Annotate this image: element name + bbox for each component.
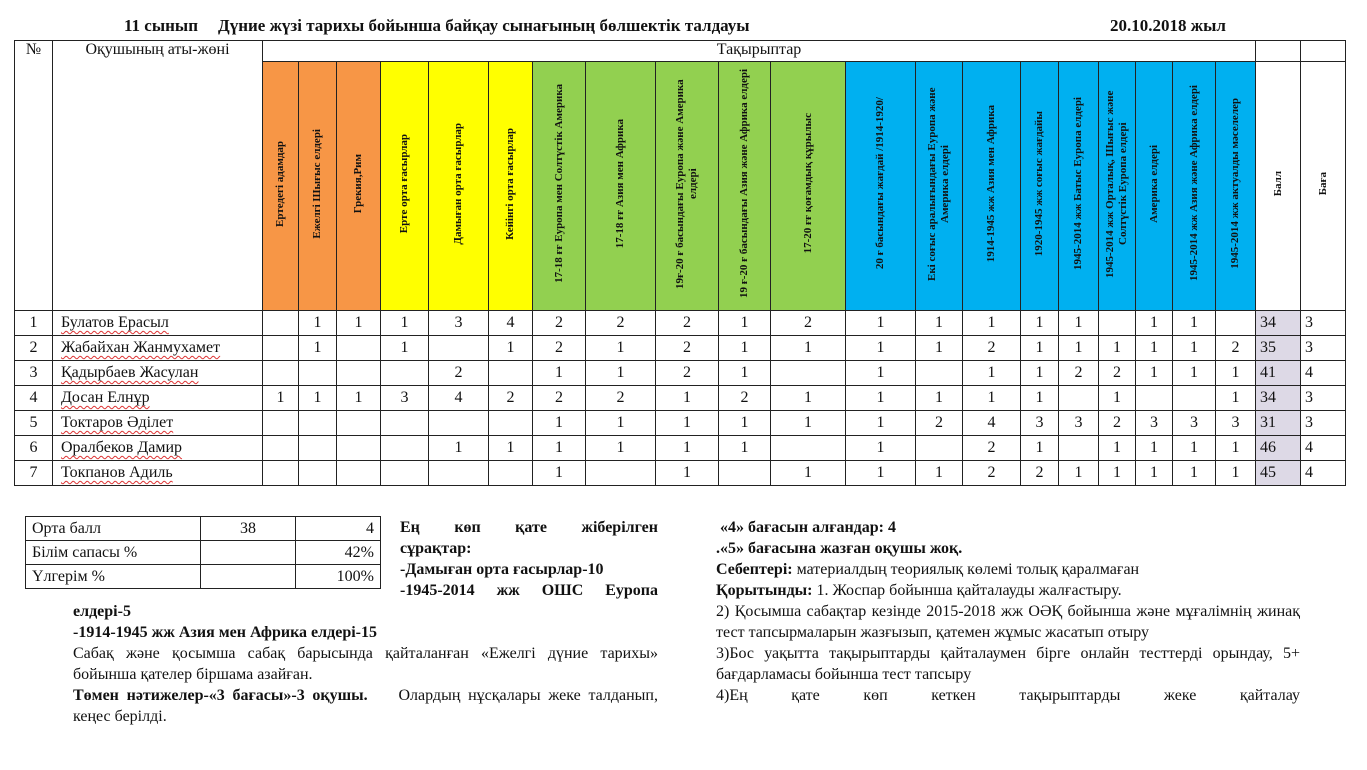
score-cell: 34 <box>1256 386 1301 411</box>
topic-cell <box>381 436 429 461</box>
topic-cell: 1 <box>1173 361 1216 386</box>
topic-cell: 1 <box>656 386 719 411</box>
topic-cell: 1 <box>1136 436 1173 461</box>
errors-heading-2: сұрақтар: <box>400 540 472 557</box>
topic-cell: 1 <box>719 311 771 336</box>
student-name: Досан Елнұр <box>53 386 263 411</box>
reasons-text: материалдың теориялық көлемі толық қаралмаған <box>792 561 1140 578</box>
topic-cell <box>1136 386 1173 411</box>
summary-value: 100% <box>296 565 381 589</box>
topic-cell: 1 <box>489 436 533 461</box>
topic-label: Екі соғыс аралығындағы Еуропа және Америка елдері <box>926 86 951 281</box>
topic-cell: 1 <box>656 411 719 436</box>
topic-cell: 3 <box>1136 411 1173 436</box>
topic-header <box>1136 62 1173 311</box>
summary-row <box>26 565 381 589</box>
topic-cell: 1 <box>1021 386 1059 411</box>
topic-cell: 1 <box>1021 336 1059 361</box>
topic-cell: 2 <box>533 386 586 411</box>
topic-cell: 2 <box>963 436 1021 461</box>
topic-header <box>1216 62 1256 311</box>
topic-cell: 2 <box>533 336 586 361</box>
topic-cell <box>263 461 299 486</box>
topic-header <box>846 62 916 311</box>
topic-cell: 1 <box>1173 436 1216 461</box>
topic-label: 1920-1945 жж соғыс жағдайы <box>1033 110 1045 257</box>
student-name: Токтаров Әділет <box>53 411 263 436</box>
topic-cell: 1 <box>1099 386 1136 411</box>
topic-label: 19ғ-20 ғ басындағы Еуропа және Америка елдері <box>674 78 699 289</box>
conclusion-item: 2) Қосымша сабақтар кезінде 2015-2018 жж ОӘҚ бойынша және мұғалімнің жинақ тест тапсырмаларын жазғызып, қатемен жұмыс жасатып отыру <box>716 603 1300 641</box>
topic-cell: 1 <box>1021 361 1059 386</box>
table-row <box>15 361 1346 386</box>
reasons-label: Себептері: <box>716 561 793 578</box>
topic-cell <box>337 411 381 436</box>
topic-cell: 1 <box>299 336 337 361</box>
topic-cell: 1 <box>846 336 916 361</box>
errors-block <box>400 517 658 601</box>
topic-cell: 1 <box>1216 386 1256 411</box>
topic-cell <box>489 361 533 386</box>
conclusion-item: 4)Ең қате көп кеткен тақырыптарды жеке қайталау <box>716 687 1300 704</box>
topic-cell <box>263 311 299 336</box>
topic-cell: 1 <box>337 311 381 336</box>
topic-cell: 1 <box>533 461 586 486</box>
topic-cell <box>337 361 381 386</box>
conclusion-label: Қорытынды: <box>716 582 813 599</box>
topic-label: 17-20 ғғ қоғамдық құрылыс <box>801 113 814 254</box>
topic-cell: 1 <box>656 461 719 486</box>
topic-cell: 1 <box>771 386 846 411</box>
left-text-block <box>73 601 662 727</box>
topic-cell <box>1216 311 1256 336</box>
reasons <box>716 559 1300 580</box>
table-row <box>15 411 1346 436</box>
paragraph: Сабақ және қосымша сабақ барысында қайталанған «Ежелгі дүние тарихы» бойынша қателер біршама азайған. <box>73 645 658 683</box>
score-cell: 34 <box>1256 311 1301 336</box>
grade-label: 11 сынып <box>124 16 198 35</box>
summary-row <box>26 541 381 565</box>
conclusion-text: 1. Жоспар бойынша қайталауды жалғастыру. <box>812 582 1122 599</box>
grade-cell: 3 <box>1301 386 1346 411</box>
topic-cell: 1 <box>1099 436 1136 461</box>
topic-cell: 1 <box>1136 311 1173 336</box>
student-name: Оралбеков Дамир <box>53 436 263 461</box>
topic-cell: 1 <box>963 311 1021 336</box>
topic-cell: 1 <box>916 461 963 486</box>
topic-label: 1945-2014 жж актуалды мәселелер <box>1229 98 1241 269</box>
topic-cell: 1 <box>1059 311 1099 336</box>
topic-cell <box>1059 436 1099 461</box>
topic-cell: 3 <box>1173 411 1216 436</box>
header-empty <box>1301 41 1346 62</box>
topic-cell: 1 <box>1059 461 1099 486</box>
topic-cell <box>719 461 771 486</box>
topic-cell: 1 <box>586 336 656 361</box>
grade-cell: 3 <box>1301 336 1346 361</box>
topic-cell <box>337 336 381 361</box>
topic-cell <box>337 461 381 486</box>
summary-table <box>25 516 381 589</box>
topic-cell: 2 <box>963 336 1021 361</box>
header-grade <box>1301 62 1346 311</box>
topic-cell: 1 <box>846 386 916 411</box>
topic-cell: 2 <box>489 386 533 411</box>
score-cell: 35 <box>1256 336 1301 361</box>
topic-cell: 3 <box>429 311 489 336</box>
header-name: Оқушының аты-жөні <box>53 41 263 311</box>
topic-cell: 1 <box>1216 461 1256 486</box>
topic-label: 17-18 ғғ Еуропа мен Солтүстік Америка <box>552 84 565 283</box>
topic-cell: 1 <box>846 411 916 436</box>
grade-cell: 4 <box>1301 361 1346 386</box>
topic-cell: 4 <box>963 411 1021 436</box>
topic-cell: 1 <box>263 386 299 411</box>
date-label: 20.10.2018 жыл <box>1110 16 1226 35</box>
topic-cell: 2 <box>656 336 719 361</box>
grade-cell: 4 <box>1301 436 1346 461</box>
topic-cell: 1 <box>1173 311 1216 336</box>
topic-cell: 1 <box>771 411 846 436</box>
summary-value <box>201 565 296 589</box>
table-row <box>15 386 1346 411</box>
table-row <box>15 461 1346 486</box>
student-name: Булатов Ерасыл <box>53 311 263 336</box>
topic-cell: 1 <box>771 461 846 486</box>
topic-cell: 1 <box>1021 311 1059 336</box>
topic-cell: 3 <box>1059 411 1099 436</box>
topic-cell: 1 <box>381 311 429 336</box>
grade-cell: 4 <box>1301 461 1346 486</box>
topic-cell: 3 <box>381 386 429 411</box>
topic-cell: 1 <box>1099 461 1136 486</box>
row-number: 3 <box>15 361 53 386</box>
topic-label: Ерте орта ғасырлар <box>398 133 410 234</box>
topic-cell: 1 <box>299 386 337 411</box>
error-item: -1945-2014 жж ОШС Еуропа <box>400 582 658 599</box>
topic-header <box>337 62 381 311</box>
topic-cell: 2 <box>771 311 846 336</box>
topic-cell: 1 <box>1136 361 1173 386</box>
row-number: 1 <box>15 311 53 336</box>
table-row <box>15 311 1346 336</box>
score-cell: 41 <box>1256 361 1301 386</box>
topic-label: 1914-1945 жж Азия мен Африка <box>985 104 997 263</box>
topic-cell: 2 <box>1021 461 1059 486</box>
topic-label: 1945-2014 жж Азия және Африка елдері <box>1187 85 1200 282</box>
topic-cell: 1 <box>586 411 656 436</box>
topic-cell: 1 <box>719 336 771 361</box>
topic-cell: 2 <box>916 411 963 436</box>
topic-label: 1945-2014 жж Орталық, Шығыс және Солтүстік Еуропа елдері <box>1104 89 1129 278</box>
header-no: № <box>15 41 53 311</box>
topic-cell: 1 <box>429 436 489 461</box>
topic-cell: 2 <box>719 386 771 411</box>
low-results-text: Олардың нұсқалары жеке талданып, кеңес берілді. <box>73 687 662 725</box>
topic-cell: 1 <box>1136 336 1173 361</box>
topic-cell <box>916 361 963 386</box>
grade5-note: .«5» бағасына жазған оқушы жоқ. <box>716 540 963 557</box>
topic-cell <box>381 411 429 436</box>
header-score <box>1256 62 1301 311</box>
summary-value <box>201 541 296 565</box>
row-number: 2 <box>15 336 53 361</box>
summary-label: Білім сапасы % <box>26 541 201 565</box>
topic-header <box>1099 62 1136 311</box>
topic-label: 19 ғ-20 ғ басындағы Азия және Африка елдері <box>738 68 750 299</box>
topic-cell <box>429 336 489 361</box>
topic-cell: 1 <box>1021 436 1059 461</box>
topic-cell: 1 <box>586 361 656 386</box>
score-cell: 45 <box>1256 461 1301 486</box>
topic-cell: 1 <box>916 336 963 361</box>
table-row <box>15 336 1346 361</box>
topic-header <box>771 62 846 311</box>
topic-header <box>1059 62 1099 311</box>
topic-cell: 1 <box>533 411 586 436</box>
score-cell: 46 <box>1256 436 1301 461</box>
topic-header <box>1173 62 1216 311</box>
topic-label: Дамыған орта ғасырлар <box>452 122 464 245</box>
topic-cell: 4 <box>429 386 489 411</box>
title-text: Дүние жүзі тарихы бойынша байқау сынағының бөлшектік талдауы <box>218 16 750 35</box>
topic-cell <box>771 361 846 386</box>
paragraph <box>73 685 662 727</box>
header-topics: Тақырыптар <box>263 41 1256 62</box>
topic-cell: 2 <box>963 461 1021 486</box>
row-number: 4 <box>15 386 53 411</box>
low-results-label: Төмен нәтижелер-«3 бағасы»-3 оқушы. <box>73 687 368 704</box>
topic-cell <box>1059 386 1099 411</box>
topic-cell: 1 <box>489 336 533 361</box>
topic-cell <box>299 361 337 386</box>
topic-cell <box>381 361 429 386</box>
topic-cell: 1 <box>846 436 916 461</box>
summary-label: Үлгерім % <box>26 565 201 589</box>
topic-cell: 1 <box>846 461 916 486</box>
summary-row <box>26 517 381 541</box>
topic-cell: 1 <box>1099 336 1136 361</box>
topic-label: 17-18 ғғ Азия мен Африка <box>614 118 626 249</box>
topic-cell <box>429 411 489 436</box>
topic-header <box>656 62 719 311</box>
topic-header <box>719 62 771 311</box>
topic-header <box>1021 62 1059 311</box>
topic-cell <box>299 461 337 486</box>
topic-header <box>916 62 963 311</box>
topic-header <box>299 62 337 311</box>
topic-header <box>381 62 429 311</box>
topic-cell: 1 <box>1136 461 1173 486</box>
topic-cell: 2 <box>1216 336 1256 361</box>
topic-cell <box>1173 386 1216 411</box>
topic-cell: 3 <box>1021 411 1059 436</box>
topic-cell: 1 <box>337 386 381 411</box>
score-cell: 31 <box>1256 411 1301 436</box>
topic-cell: 1 <box>1173 336 1216 361</box>
table-row <box>15 436 1346 461</box>
grade4-count: «4» бағасын алғандар: 4 <box>720 519 896 536</box>
topic-header <box>429 62 489 311</box>
student-name: Токпанов Адиль <box>53 461 263 486</box>
topic-cell: 1 <box>719 436 771 461</box>
topic-cell: 1 <box>916 386 963 411</box>
topic-cell <box>489 411 533 436</box>
topic-cell: 1 <box>963 386 1021 411</box>
topic-cell <box>263 411 299 436</box>
topic-header <box>263 62 299 311</box>
topic-cell: 1 <box>771 336 846 361</box>
row-number: 5 <box>15 411 53 436</box>
error-item: елдері-5 <box>73 603 131 620</box>
errors-heading: Ең көп қате жіберілген <box>400 519 658 536</box>
topic-cell <box>489 461 533 486</box>
grade-cell: 3 <box>1301 411 1346 436</box>
topic-cell: 1 <box>963 361 1021 386</box>
topic-cell: 2 <box>429 361 489 386</box>
topic-cell: 1 <box>1216 361 1256 386</box>
topic-cell <box>263 336 299 361</box>
document-title <box>0 16 1367 40</box>
topic-cell: 2 <box>533 311 586 336</box>
topic-cell <box>381 461 429 486</box>
topic-label: 1945-2014 жж Батыс Еуропа елдері <box>1072 97 1084 270</box>
topic-cell <box>586 461 656 486</box>
topic-label: Ертедегі адамдар <box>274 140 286 227</box>
right-text-block <box>716 517 1300 706</box>
topic-label: Америка елдері <box>1147 144 1160 223</box>
topic-header <box>489 62 533 311</box>
topic-label: Грекия,Рим <box>352 153 364 214</box>
topic-cell <box>299 436 337 461</box>
row-number: 7 <box>15 461 53 486</box>
topic-cell <box>299 411 337 436</box>
topic-cell: 1 <box>846 361 916 386</box>
topic-label: 20 ғ басындағы жағдай /1914-1920/ <box>874 97 886 270</box>
topic-cell: 1 <box>916 311 963 336</box>
topic-cell <box>916 436 963 461</box>
topic-header <box>533 62 586 311</box>
topic-cell: 1 <box>533 361 586 386</box>
error-item: -1914-1945 жж Азия мен Африка елдері-15 <box>73 624 377 641</box>
topic-cell <box>1099 311 1136 336</box>
topic-header <box>586 62 656 311</box>
results-table <box>14 40 1346 486</box>
topic-cell: 1 <box>719 361 771 386</box>
summary-value: 42% <box>296 541 381 565</box>
topic-cell: 2 <box>586 386 656 411</box>
topic-cell: 2 <box>586 311 656 336</box>
topic-cell: 2 <box>1059 361 1099 386</box>
topic-cell: 1 <box>719 411 771 436</box>
topic-cell <box>429 461 489 486</box>
topic-cell: 2 <box>1099 411 1136 436</box>
topic-cell: 1 <box>1173 461 1216 486</box>
topic-cell <box>337 436 381 461</box>
error-item: -Дамыған орта ғасырлар-10 <box>400 561 604 578</box>
topic-cell: 1 <box>656 436 719 461</box>
topic-cell: 4 <box>489 311 533 336</box>
topic-cell: 1 <box>533 436 586 461</box>
topic-cell: 2 <box>656 361 719 386</box>
topic-cell: 2 <box>656 311 719 336</box>
summary-value: 4 <box>296 517 381 541</box>
row-number: 6 <box>15 436 53 461</box>
topic-cell: 1 <box>1216 436 1256 461</box>
conclusion-item: 3)Бос уақытта тақырыптарды қайталаумен бірге онлайн тесттерді орындау, 5+ бағдарламасы бойынша тест тапсыру <box>716 645 1300 683</box>
topic-cell: 1 <box>381 336 429 361</box>
topic-header <box>963 62 1021 311</box>
topic-cell <box>771 436 846 461</box>
topic-cell: 1 <box>299 311 337 336</box>
student-name: Қадырбаев Жасулан <box>53 361 263 386</box>
conclusion <box>716 580 1300 601</box>
student-name: Жабайхан Жанмухамет <box>53 336 263 361</box>
header-empty <box>1256 41 1301 62</box>
topic-label: Кейінгі орта ғасырлар <box>504 127 516 240</box>
topic-label: Ежелгі Шығыс елдері <box>311 128 323 239</box>
topic-cell <box>263 436 299 461</box>
summary-label: Орта балл <box>26 517 201 541</box>
summary-value: 38 <box>201 517 296 541</box>
topic-cell: 2 <box>1099 361 1136 386</box>
topic-cell: 1 <box>586 436 656 461</box>
topic-cell: 1 <box>846 311 916 336</box>
grade-cell: 3 <box>1301 311 1346 336</box>
topic-cell <box>263 361 299 386</box>
topic-cell: 1 <box>1059 336 1099 361</box>
topic-cell: 3 <box>1216 411 1256 436</box>
header-label: Балл <box>1271 170 1284 197</box>
header-label: Баға <box>1316 171 1329 196</box>
